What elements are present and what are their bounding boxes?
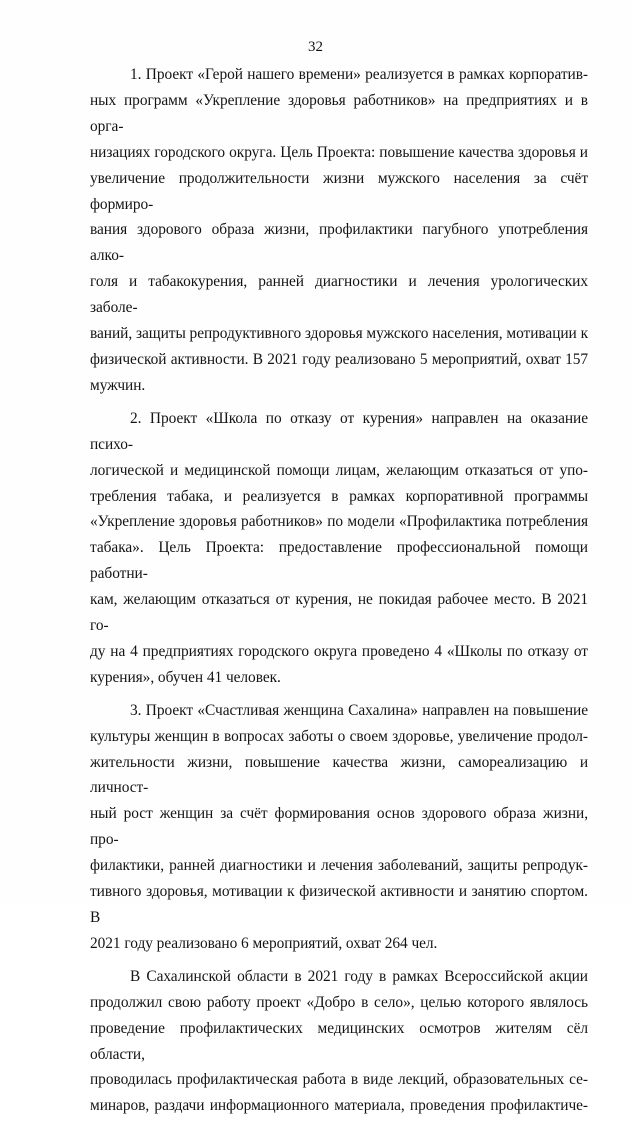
text-line: продолжил свою работу проект «Добро в село», целью которого являлось xyxy=(90,993,588,1011)
paragraph-smoking-school-project xyxy=(90,406,588,691)
document-body xyxy=(90,62,588,1126)
text-line: жительности жизни, повышение качества жизни, самореализацию и личност- xyxy=(90,753,588,797)
text-line: минаров, раздачи информационного материала, проведения профилактиче- xyxy=(90,1097,588,1115)
text-line: табака». Цель Проекта: предоставление профессиональной помощи работни- xyxy=(90,539,588,583)
text-line: ный рост женщин за счёт формирования основ здорового образа жизни, про- xyxy=(90,805,588,849)
text-line: увеличение продолжительности жизни мужского населения за счёт формиро- xyxy=(90,169,588,213)
text-line: ных программ «Укрепление здоровья работников» на предприятиях и в орга- xyxy=(90,91,588,135)
text-line: «Укрепление здоровья работников» по модели «Профилактика потребления xyxy=(90,513,588,531)
text-line: 3. Проект «Счастливая женщина Сахалина» направлен на повышение xyxy=(130,701,588,719)
text-line: мужчин. xyxy=(90,376,146,394)
text-line: физической активности. В 2021 году реализовано 5 мероприятий, охват 157 xyxy=(90,350,588,368)
page-number: 32 xyxy=(308,39,323,55)
text-line: ваний, защиты репродуктивного здоровья мужского населения, мотивации к xyxy=(90,325,588,343)
text-line: низациях городского округа. Цель Проекта: повышение качества здоровья и xyxy=(90,143,588,161)
text-line: 1. Проект «Герой нашего времени» реализуется в рамках корпоратив- xyxy=(130,66,588,83)
text-line: курения», обучен 41 человек. xyxy=(90,668,281,686)
text-line: проведение профилактических медицинских осмотров жителям сёл области, xyxy=(90,1019,588,1063)
text-line: голя и табакокурения, ранней диагностики и лечения урологических заболе- xyxy=(90,273,588,317)
paragraph-dobro-v-selo xyxy=(90,964,588,1119)
text-line: ду на 4 предприятиях городского округа проведено 4 «Школы по отказу от xyxy=(90,642,588,660)
paragraph-happy-woman-project xyxy=(90,698,588,957)
text-line: требления табака, и реализуется в рамках корпоративной программы xyxy=(90,487,588,505)
text-line: 2. Проект «Школа по отказу от курения» направлен на оказание психо- xyxy=(90,409,588,453)
text-line: вания здорового образа жизни, профилактики пагубного употребления алко- xyxy=(90,221,588,265)
text-line: 2021 году реализовано 6 мероприятий, охват 264 чел. xyxy=(90,934,438,952)
paragraph-hero-project xyxy=(90,62,588,399)
text-line: филактики, ранней диагностики и лечения заболеваний, защиты репродук- xyxy=(90,857,588,875)
text-line: тивного здоровья, мотивации к физической активности и занятию спортом. В xyxy=(90,883,588,926)
text-line: проводилась профилактическая работа в виде лекций, образовательных се- xyxy=(90,1071,588,1089)
text-line: В Сахалинской области в 2021 году в рамках Всероссийской акции xyxy=(130,967,588,985)
text-line: культуры женщин в вопросах заботы о своем здоровье, увеличение продол- xyxy=(90,727,588,745)
text-line: логической и медицинской помощи лицам, желающим отказаться от упо- xyxy=(90,461,588,479)
text-line: кам, желающим отказаться от курения, не покидая рабочее место. В 2021 го- xyxy=(90,591,588,635)
